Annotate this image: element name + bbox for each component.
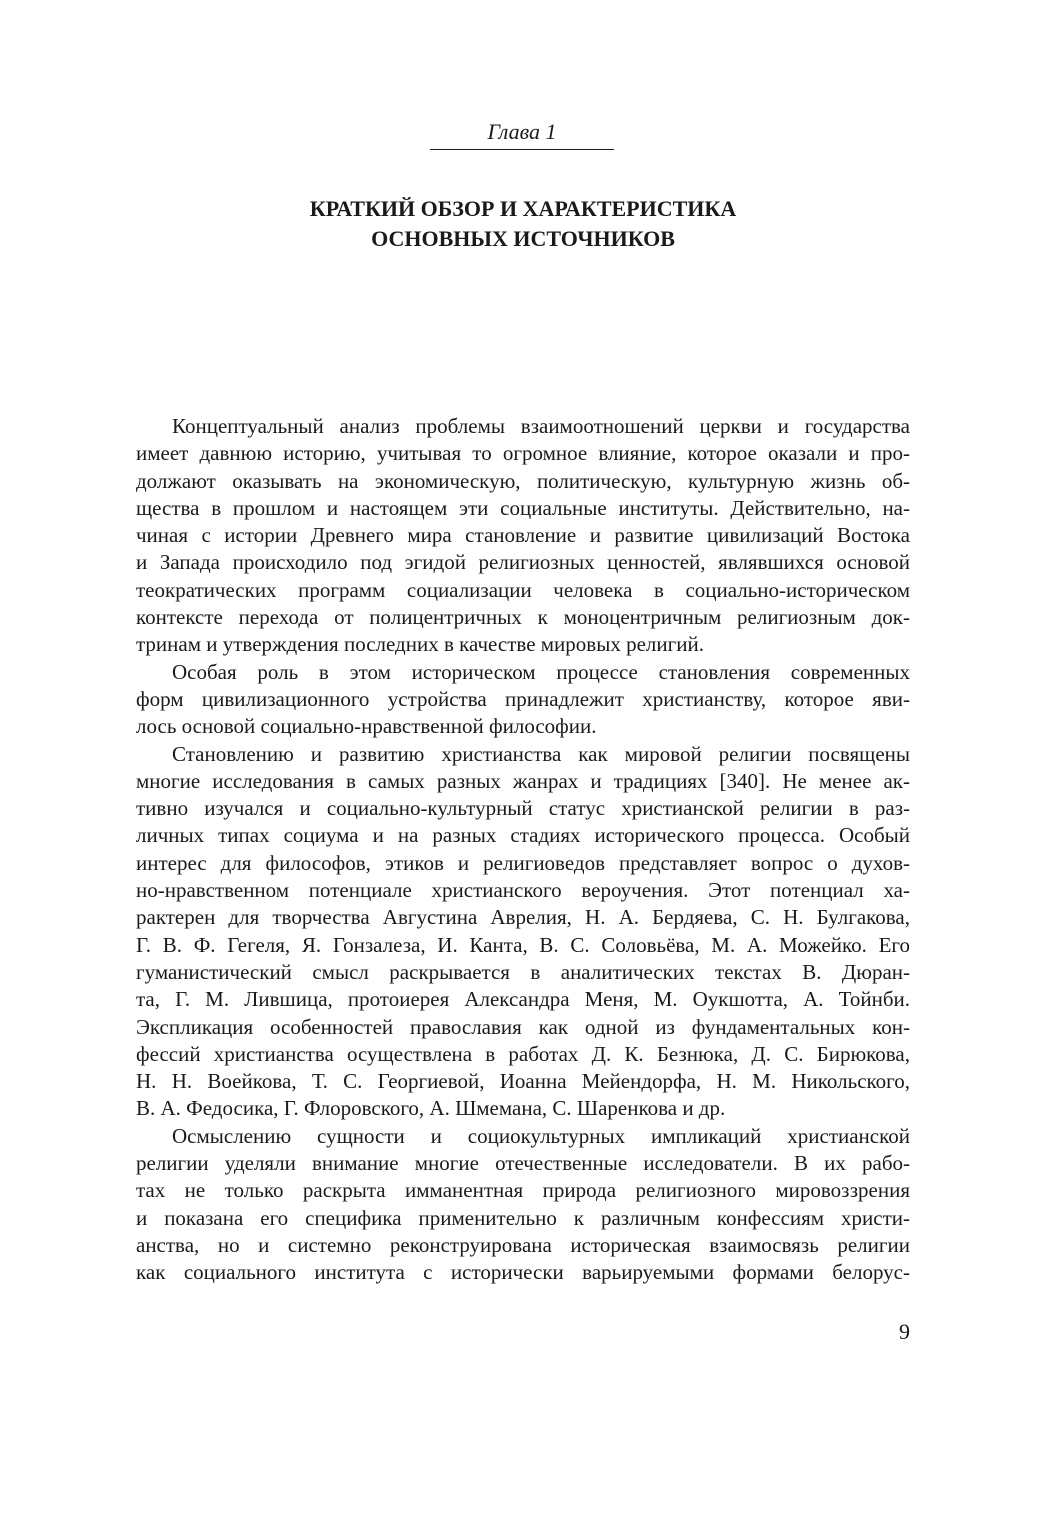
text-line: как социального института с исторически варьируемыми формами белорус-: [136, 1260, 910, 1285]
text-line: чиная с истории Древнего мира становление и развитие цивилизаций Востока: [136, 523, 910, 548]
text-line: щества в прошлом и настоящем эти социальные институты. Действительно, на-: [136, 495, 910, 520]
text-line: должают оказывать на экономическую, политическую, культурную жизнь об-: [136, 468, 910, 493]
text-line: лось основой социально-нравственной философии.: [136, 714, 597, 739]
chapter-title: [136, 194, 910, 254]
text-line: интерес для философов, этиков и религиоведов представляет вопрос о духов-: [136, 850, 910, 875]
text-line: теократических программ социализации человека в социально-историческом: [136, 577, 910, 602]
text-line: Осмыслению сущности и социокультурных импликаций христианской: [172, 1123, 910, 1148]
text-line: Н. Н. Воейкова, Т. С. Георгиевой, Иоанна Мейендорфа, Н. М. Никольского,: [136, 1069, 910, 1094]
text-line: и Запада происходило под эгидой религиозных ценностей, являвшихся основой: [136, 550, 910, 575]
text-line: религии уделяли внимание многие отечественные исследователи. В их рабо-: [136, 1151, 910, 1176]
text-line: Становлению и развитию христианства как мировой религии посвящены: [172, 741, 910, 766]
text-line: тринам и утверждения последних в качестве мировых религий.: [136, 632, 704, 657]
text-line: та, Г. М. Лившица, протоиерея Александра Меня, М. Оукшотта, А. Тойнби.: [136, 987, 910, 1012]
text-line: контексте перехода от полицентричных к моноцентричным религиозным док-: [136, 605, 910, 630]
chapter-title-line: КРАТКИЙ ОБЗОР И ХАРАКТЕРИСТИКА: [309, 196, 737, 221]
text-line: но-нравственном потенциале христианского вероучения. Этот потенциал ха-: [136, 878, 910, 903]
text-line: Особая роль в этом историческом процессе становления современных: [172, 659, 910, 684]
text-line: тивно изучался и социально-культурный статус христианской религии в раз-: [136, 796, 910, 821]
text-line: гуманистический смысл раскрывается в аналитических текстах В. Дюран-: [136, 959, 910, 984]
page-number: 9: [899, 1319, 910, 1344]
paragraph: [136, 1123, 910, 1287]
body-text: [136, 413, 910, 1287]
text-line: тах не только раскрыта имманентная природа религиозного мировоззрения: [136, 1178, 910, 1203]
text-line: рактерен для творчества Августина Аврелия, Н. А. Бердяева, С. Н. Булгакова,: [136, 905, 910, 930]
chapter-underline: [430, 149, 614, 150]
text-line: форм цивилизационного устройства принадлежит христианству, которое яви-: [136, 686, 910, 711]
text-line: анства, но и системно реконструирована историческая взаимосвязь религии: [136, 1232, 910, 1257]
chapter-title-line: ОСНОВНЫХ ИСТОЧНИКОВ: [371, 226, 675, 251]
text-line: Концептуальный анализ проблемы взаимоотношений церкви и государства: [172, 414, 910, 438]
text-line: В. А. Федосика, Г. Флоровского, А. Шмемана, С. Шаренкова и др.: [136, 1096, 726, 1121]
text-line: фессий христианства осуществлена в работах Д. К. Безнюка, Д. С. Бирюкова,: [136, 1041, 910, 1066]
text-line: Экспликация особенностей православия как одной из фундаментальных кон-: [136, 1014, 910, 1039]
chapter-label: Глава 1: [487, 119, 557, 144]
text-line: личных типах социума и на разных стадиях исторического процесса. Особый: [136, 823, 910, 848]
text-line: имеет давнюю историю, учитывая то огромное влияние, которое оказали и про-: [136, 441, 910, 466]
text-line: и показана его специфика применительно к различным конфессиям христи-: [136, 1205, 910, 1230]
text-line: многие исследования в самых разных жанрах и традициях [340]. Не менее ак-: [136, 768, 910, 793]
paragraph: [136, 413, 910, 659]
text-line: Г. В. Ф. Гегеля, Я. Гонзалеза, И. Канта, В. С. Соловьёва, М. А. Можейко. Его: [136, 932, 910, 957]
paragraph: [136, 741, 910, 1123]
paragraph: [136, 659, 910, 741]
